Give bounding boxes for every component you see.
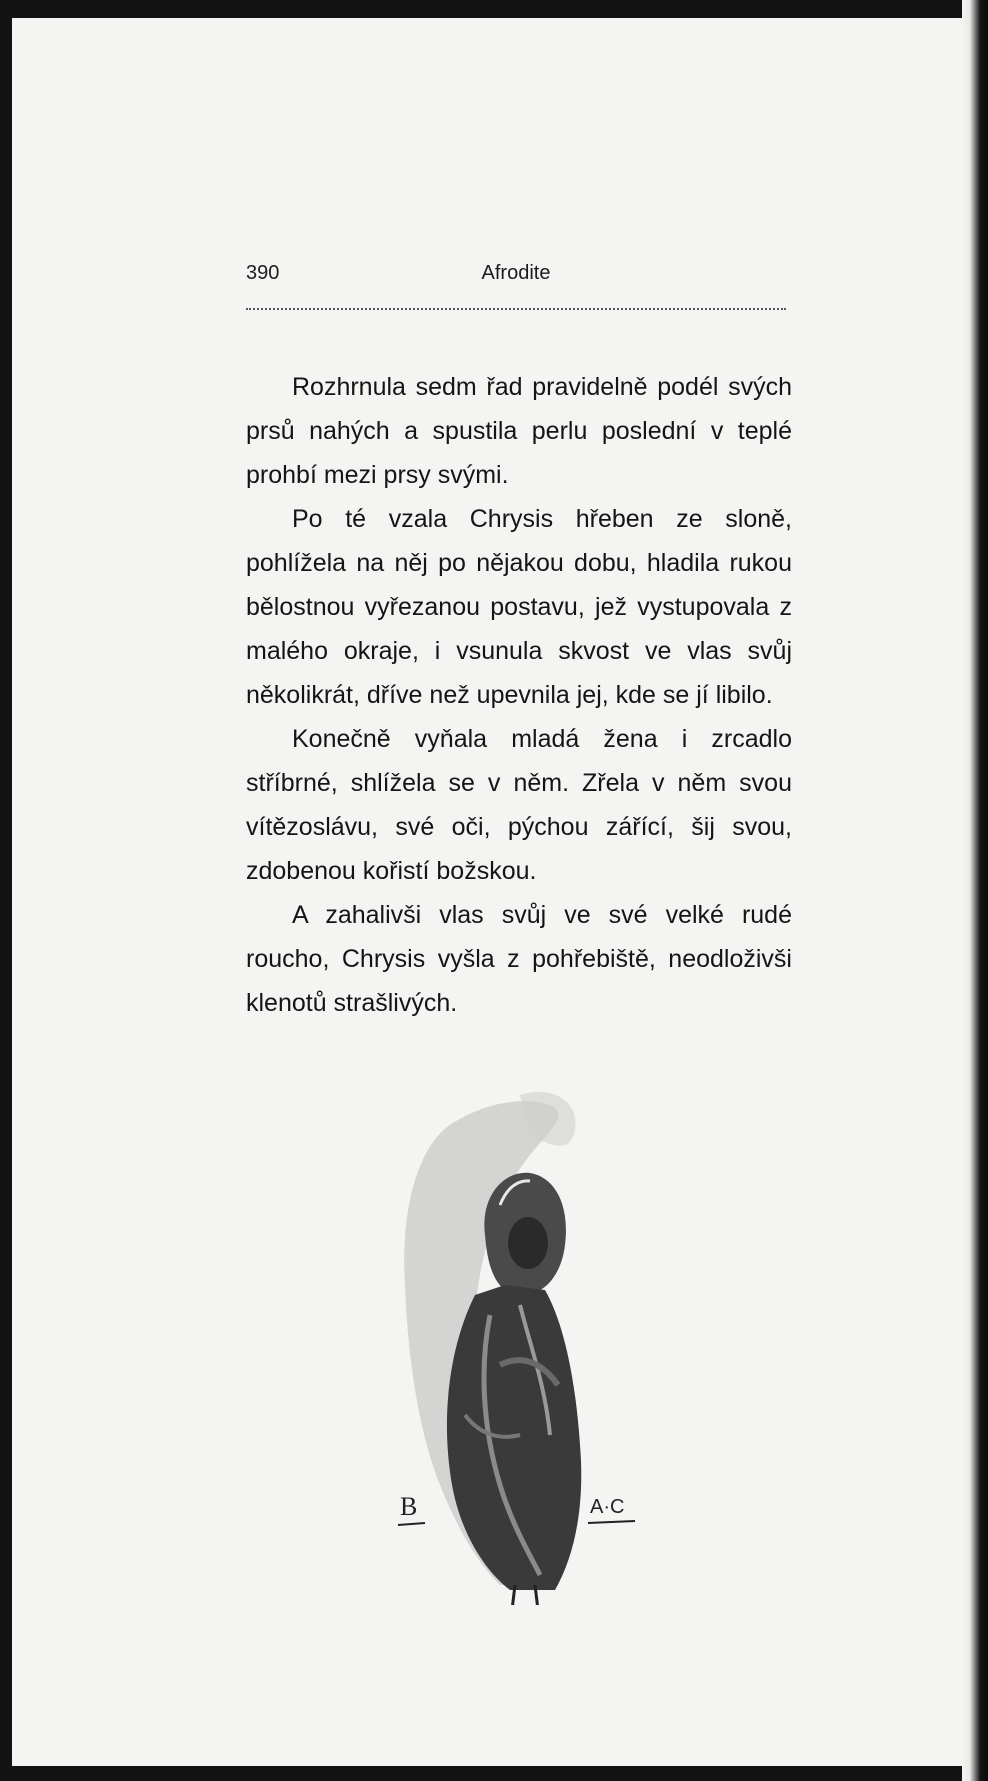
illustration-signature-right: A·C — [590, 1496, 625, 1518]
page-number: 390 — [246, 262, 280, 284]
paragraph: Po té vzala Chrysis hřeben ze sloně, pohlížela na něj po nějakou dobu, hladila rukou bělostnou vyřezanou postavu, jež vystupovala z malého okraje, i vsunula skvost ve vlas svůj několikrát, dříve než upevnila jej, kde se jí libilo. — [246, 505, 792, 709]
paragraph: A zahalivši vlas svůj ve své velké rudé roucho, Chrysis vyšla z pohřebiště, neodloživši klenotů strašlivých. — [246, 901, 792, 1017]
paragraph: Rozhrnula sedm řad pravidelně podél svých prsů nahých a spustila perlu poslední v teplé prohbí mezi prsy svými. — [246, 373, 792, 489]
body-text — [246, 365, 792, 1025]
hooded-woman-illustration-icon — [380, 1085, 680, 1605]
running-title: Afrodite — [481, 262, 551, 284]
page-header — [246, 262, 786, 292]
paragraph: Konečně vyňala mladá žena i zrcadlo stříbrné, shlížela se v něm. Zřela v něm svou vítězoslávu, své oči, pýchou zářící, šij svou, zdobenou kořistí božskou. — [246, 725, 792, 885]
illustration-signature-left: B — [400, 1492, 418, 1521]
header-divider — [246, 308, 786, 310]
page-binding-edge — [962, 0, 988, 1781]
